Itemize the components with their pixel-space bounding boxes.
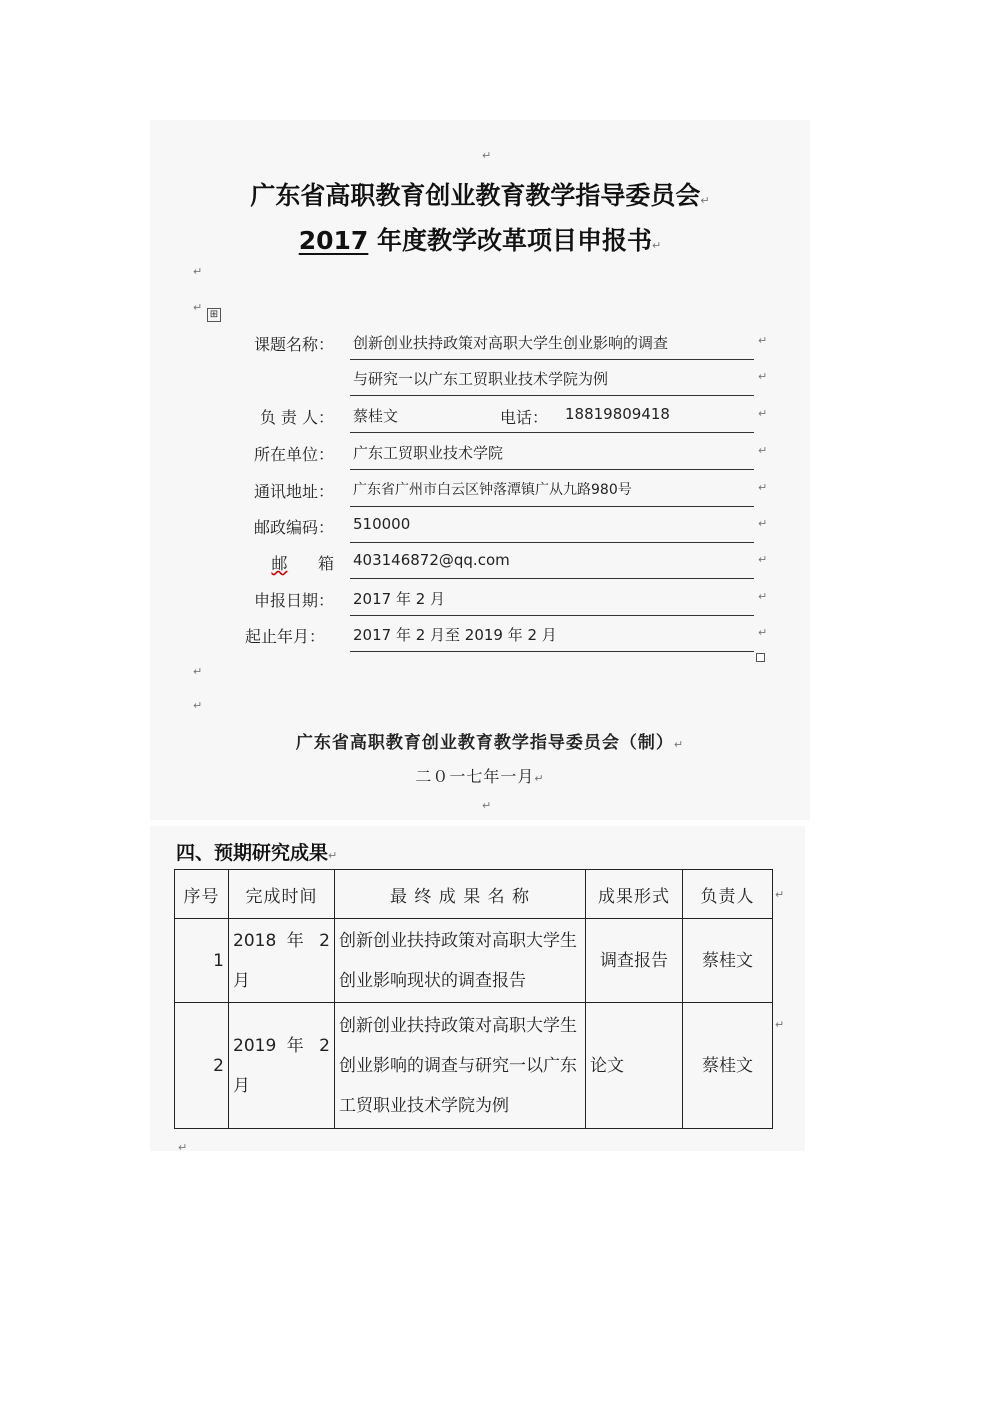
topic-value-line2: 与研究一以广东工贸职业技术学院为例 (353, 370, 609, 388)
paragraph-mark: ↵ (193, 699, 203, 712)
email-label-part1: 邮 (271, 554, 288, 573)
row-form: 调查报告 (586, 919, 683, 1003)
row-no: 2 (175, 1003, 229, 1129)
table-row (175, 1003, 773, 1129)
paragraph-mark: ↵ (758, 517, 768, 530)
leader-label: 负 责 人： (259, 408, 334, 427)
paragraph-mark: ↵ (652, 239, 662, 252)
unit-label: 所在单位： (253, 445, 334, 464)
header-name: 最 终 成 果 名 称 (335, 870, 586, 919)
underline (350, 395, 754, 396)
header-time: 完成时间 (229, 870, 335, 919)
table-resize-handle[interactable] (756, 653, 765, 662)
apply-date-value: 2017 年 2 月 (353, 590, 446, 608)
document-title-line2 (150, 221, 810, 257)
paragraph-mark: ↵ (673, 738, 685, 751)
form-row-postcode (150, 507, 770, 543)
table-anchor-icon[interactable]: ⊞ (207, 308, 221, 322)
row-form: 论文 (586, 1003, 683, 1129)
document-title-line1 (150, 176, 810, 212)
postcode-label: 邮政编码： (253, 518, 334, 537)
underline (350, 578, 754, 579)
paragraph-mark: ↵ (482, 149, 492, 162)
form-row-topic (150, 324, 770, 360)
title-rest: 年度教学改革项目申报书 (368, 226, 653, 255)
period-label: 起止年月： (244, 627, 325, 646)
paragraph-mark: ↵ (758, 481, 768, 494)
address-label: 通讯地址： (253, 482, 334, 501)
outcomes-table (174, 869, 773, 1129)
leader-value: 蔡桂文 (353, 407, 399, 425)
title-text: 广东省高职教育创业教育教学指导委员会 (250, 181, 701, 210)
form-row-topic-cont (150, 360, 770, 396)
paragraph-mark: ↵ (328, 849, 338, 862)
email-label-part2: 箱 (317, 554, 334, 573)
table-row (175, 919, 773, 1003)
row-no: 1 (175, 919, 229, 1003)
underline (350, 432, 754, 433)
form-row-period (150, 616, 770, 652)
underline (350, 651, 754, 652)
paragraph-mark: ↵ (193, 665, 203, 678)
header-form: 成果形式 (586, 870, 683, 919)
topic-label: 课题名称： (253, 335, 334, 354)
form-row-apply-date (150, 580, 770, 616)
issuer-line (150, 728, 830, 753)
title-year: 2017 (298, 226, 369, 255)
issuer-text: 广东省高职教育创业教育教学指导委员会（制） (295, 733, 674, 753)
phone-value: 18819809418 (565, 405, 670, 423)
row-name: 创新创业扶持政策对高职大学生创业影响现状的调查报告 (335, 919, 586, 1003)
postcode-value: 510000 (353, 515, 411, 533)
row-time: 2019 年 2 月 (229, 1003, 335, 1129)
form-row-unit (150, 434, 770, 470)
section-title-text: 四、预期研究成果 (176, 842, 329, 864)
paragraph-mark: ↵ (758, 370, 768, 383)
paragraph-mark: ↵ (758, 626, 768, 639)
paragraph-mark: ↵ (758, 334, 768, 347)
row-owner: 蔡桂文 (683, 1003, 773, 1129)
paragraph-mark: ↵ (775, 888, 785, 901)
issue-date-text: 二０一七年一月 (415, 767, 535, 786)
paragraph-mark: ↵ (775, 1018, 785, 1031)
row-time: 2018 年 2 月 (229, 919, 335, 1003)
table-header-row (175, 870, 773, 919)
form-row-email (150, 543, 770, 579)
paragraph-mark: ↵ (758, 590, 768, 603)
form-row-leader (150, 397, 770, 433)
apply-date-label: 申报日期： (253, 591, 334, 610)
period-value: 2017 年 2 月至 2019 年 2 月 (353, 626, 557, 644)
row-name: 创新创业扶持政策对高职大学生创业影响的调查与研究一以广东工贸职业技术学院为例 (335, 1003, 586, 1129)
email-value: 403146872@qq.com (353, 551, 510, 569)
address-value: 广东省广州市白云区钟落潭镇广从九路980号 (353, 482, 632, 498)
paragraph-mark: ↵ (758, 444, 768, 457)
paragraph-mark: ↵ (758, 407, 768, 420)
row-owner: 蔡桂文 (683, 919, 773, 1003)
form-row-address (150, 471, 770, 507)
paragraph-mark: ↵ (534, 772, 545, 785)
paragraph-mark: ↵ (758, 553, 768, 566)
paragraph-mark: ↵ (193, 301, 203, 314)
email-label (271, 551, 334, 574)
header-owner: 负责人 (683, 870, 773, 919)
topic-value-line1: 创新创业扶持政策对高职大学生创业影响的调查 (353, 334, 669, 352)
issue-date-line (150, 764, 810, 787)
paragraph-mark: ↵ (193, 265, 203, 278)
phone-label: 电话： (500, 408, 549, 427)
section-title (176, 838, 337, 865)
unit-value: 广东工贸职业技术学院 (353, 444, 504, 462)
paragraph-mark: ↵ (700, 194, 710, 207)
paragraph-mark: ↵ (482, 799, 492, 812)
underline (350, 469, 754, 470)
header-no: 序号 (175, 870, 229, 919)
paragraph-mark: ↵ (178, 1141, 188, 1154)
